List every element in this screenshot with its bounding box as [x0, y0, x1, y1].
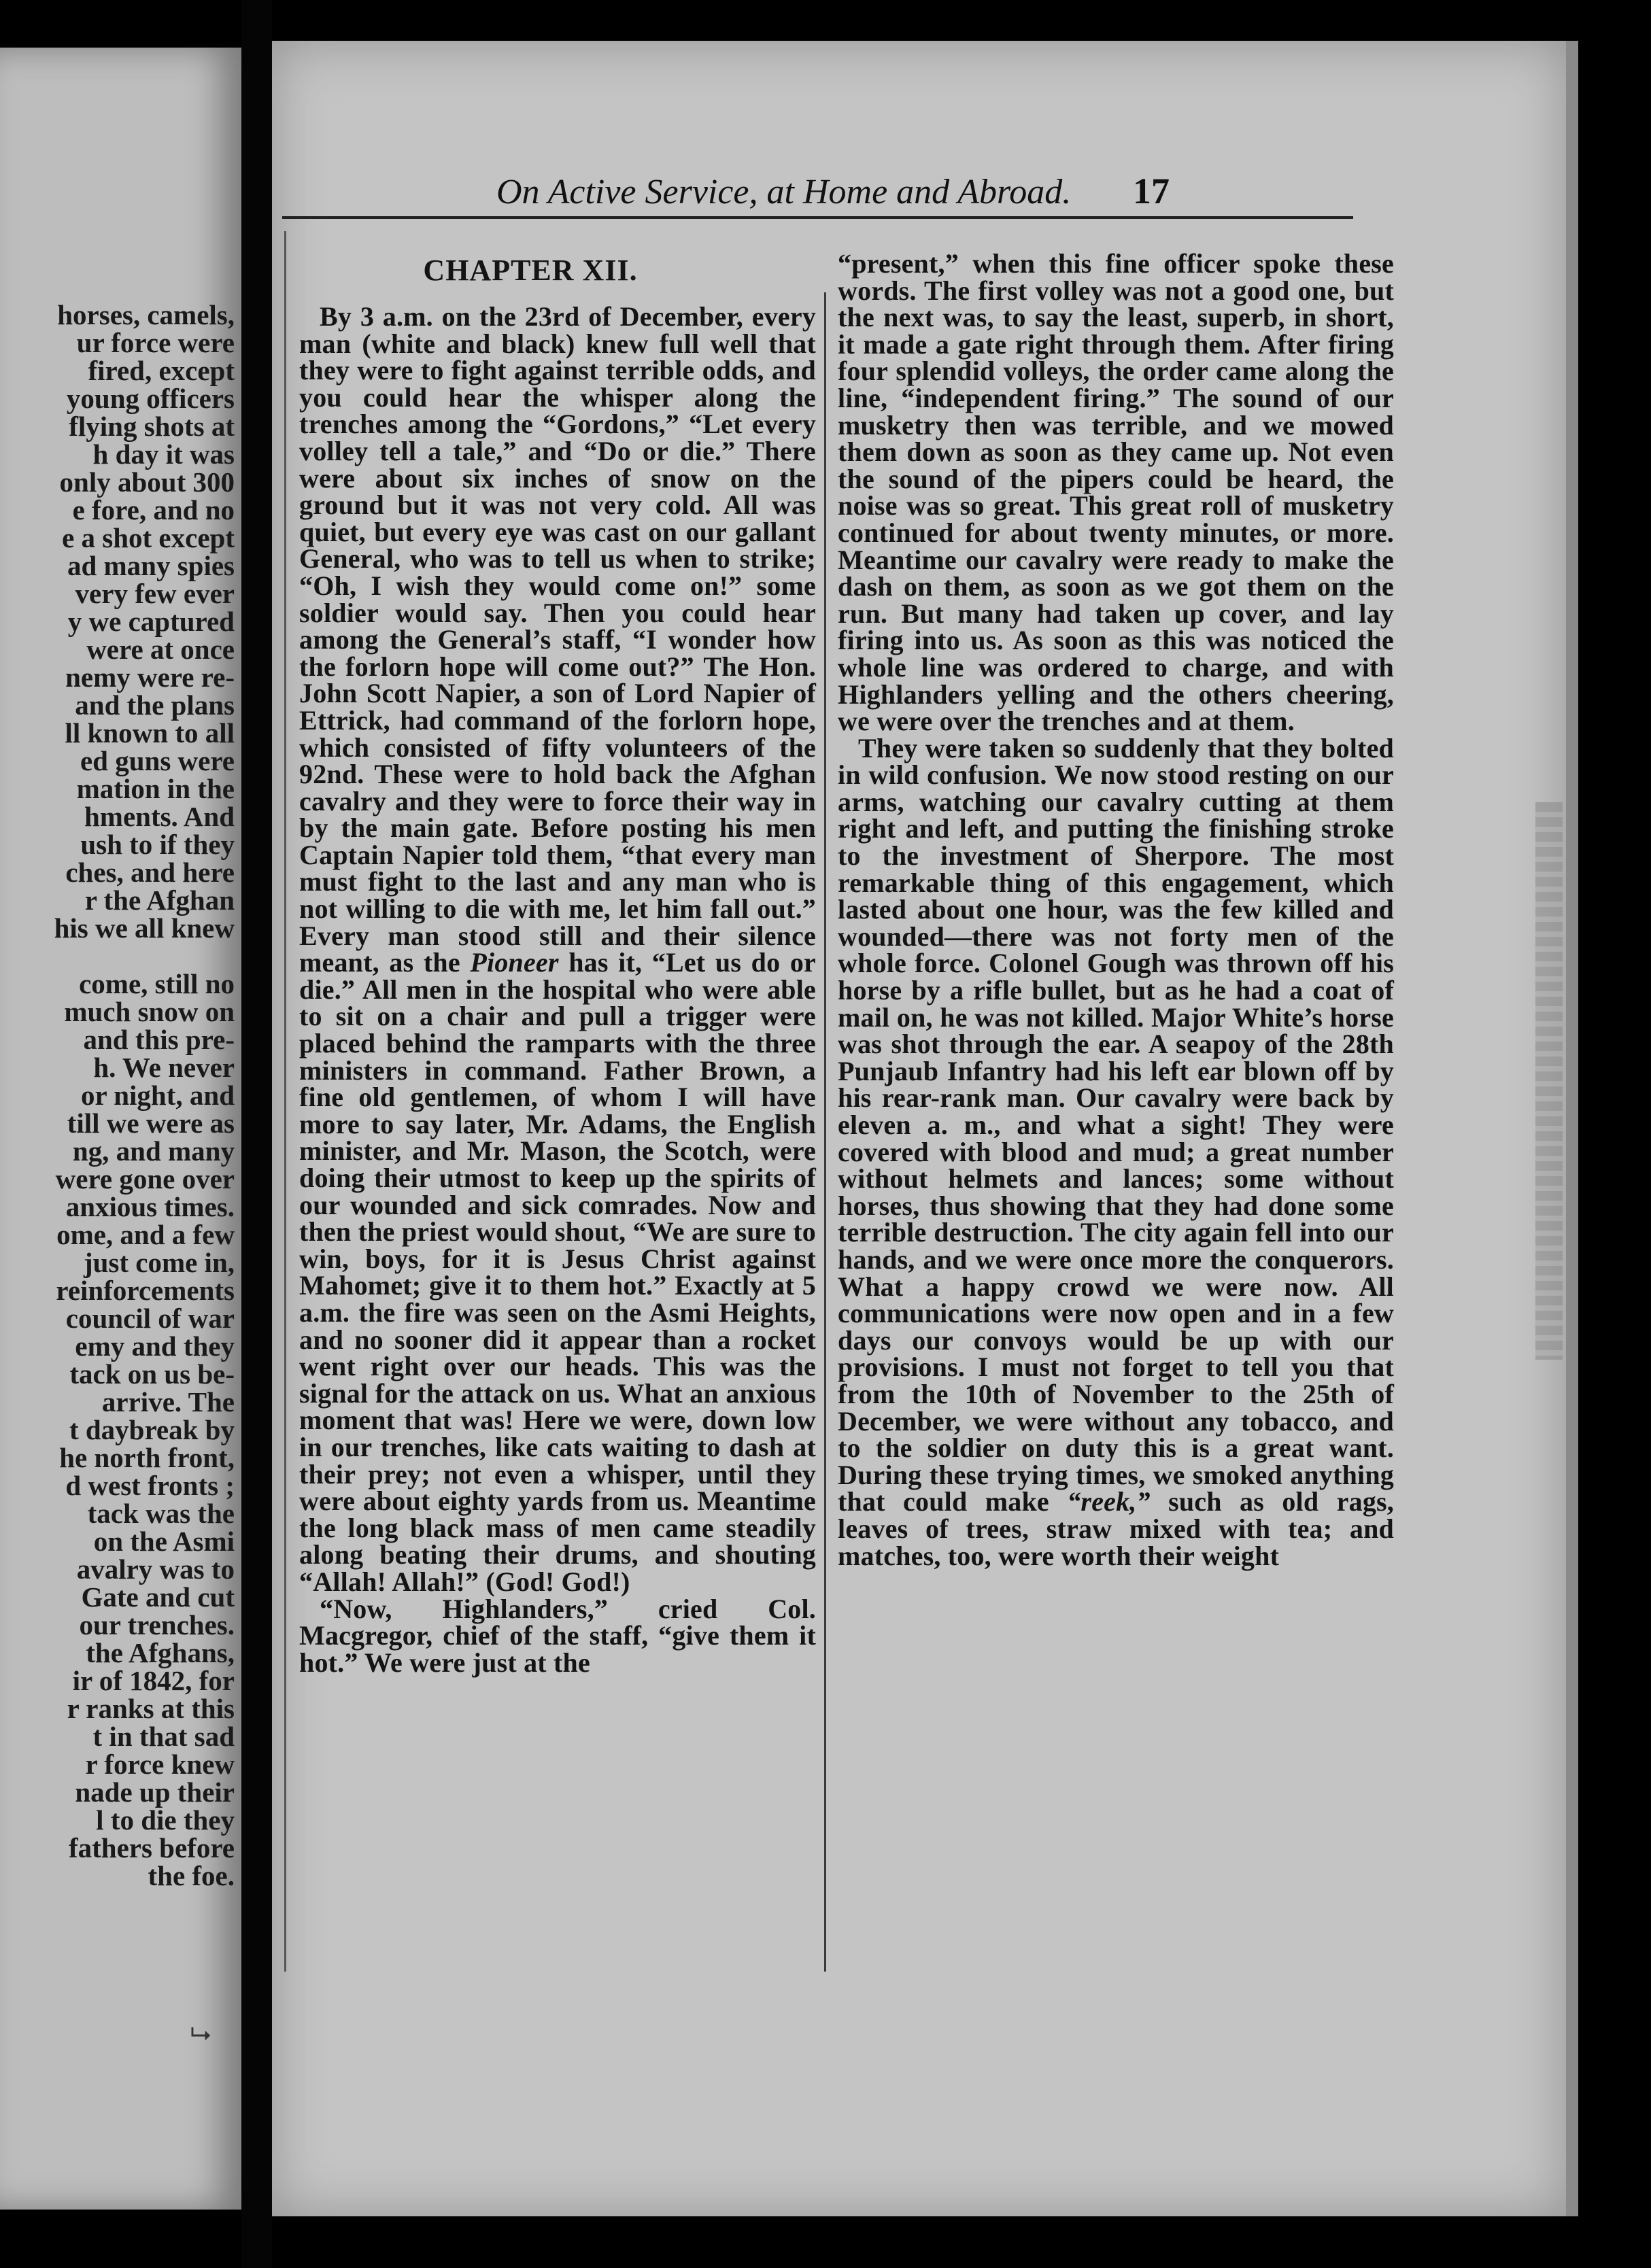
facing-page-line: r ranks at this: [67, 1693, 235, 1724]
header-rule: [282, 216, 1353, 219]
facing-page-line: the foe.: [148, 1860, 235, 1891]
facing-page-left: [0, 48, 241, 2210]
facing-page-line: hments. And: [84, 801, 235, 832]
column-rule: [824, 292, 826, 1972]
paragraph-text: They were taken so suddenly that they bolted in wild confusion. We now stood resting on our arms, watching our cavalry cutting at them right and left, and putting the finishing stroke to the investment of Sherpore. The most remarkable thing of this engagement, which lasted about one hour, was the few killed and wounded—there was not forty men of the whole force. Colonel Gough was thrown off his horse by a rifle bullet, but as he had a coat of mail on, he was not killed. Major White’s horse was shot through the ear. A seapoy of the 28th Punjaub Infantry had his left ear blown off by his rear-rank man. Our cavalry were back by eleven a. m., and what a sight! They were covered with blood and mud; a great number without helmets and lances; some without horses, thus showing that they had done some terrible destruction. The city again fell into our hands, and we were once more the conquerors. What a happy crowd we were now. All communications were now open and in a few days our convoys would be up with our provisions. I must not forget to tell you that from the 10th of November to the 25th of December, we were without any tobacco, and to the soldier on duty this is a great want. During these trying times, we smoked anything that could make: [838, 732, 1394, 1517]
facing-page-line: emy and they: [75, 1330, 235, 1362]
facing-page-line: ush to if they: [80, 829, 235, 860]
running-head: [218, 170, 1170, 212]
facing-page-line: ll known to all: [65, 717, 235, 749]
running-title: On Active Service, at Home and Abroad.: [496, 173, 1072, 211]
facing-page-line: till we were as: [67, 1107, 235, 1139]
facing-page-line: were gone over: [55, 1163, 235, 1195]
paragraph: “present,” when this fine officer spoke these words. The first volley was not a good one, but the next was, to say the least, superb, in short, it made a gate right through them. After firing four splendid volleys, the order came along the line, “independent firing.” The sound of our musketry then was terrible, and we mowed them down as soon as they came up. Not even the sound of the pipers could be heard, the noise was so great. This great roll of musketry continued for about twenty minutes, or more. Meantime our cavalry were ready to make the dash on them, as soon as we got them on the run. But many had taken up cover, and lay firing into us. As soon as this was noticed the whole line was ordered to charge, and with Highlanders yelling and the others cheering, we were over the trenches and at them.: [838, 248, 1394, 737]
left-margin-rule: [284, 231, 286, 1972]
facing-page-line: were at once: [86, 634, 235, 665]
facing-page-line: young officers: [66, 383, 235, 414]
facing-page-line: tack on us be-: [69, 1358, 235, 1390]
facing-page-line: horses, camels,: [57, 299, 235, 330]
facing-page-line: fired, except: [88, 355, 235, 386]
facing-page-line: and this pre-: [83, 1024, 235, 1055]
facing-page-line: nemy were re-: [65, 662, 235, 693]
facing-page-line: tack was the: [87, 1498, 235, 1529]
facing-page-line: d west fronts ;: [65, 1470, 235, 1501]
book-gutter: [241, 0, 272, 2268]
facing-page-line: only about 300: [59, 466, 235, 498]
italic-title: Pioneer: [470, 947, 559, 978]
facing-page-line: h day it was: [92, 439, 235, 470]
facing-page-line: just come in,: [83, 1247, 235, 1278]
facing-page-text: [0, 301, 235, 1890]
facing-page-line: avalry was to: [76, 1553, 235, 1585]
facing-page-line: ng, and many: [72, 1135, 235, 1167]
facing-page-line: l to die they: [96, 1804, 235, 1836]
facing-page-line: reinforcements: [56, 1275, 235, 1306]
facing-page-line: his we all knew: [54, 912, 235, 944]
facing-page-line: fathers before: [68, 1832, 235, 1863]
margin-mark: ⮡: [190, 2020, 211, 2048]
facing-page-line: r force knew: [85, 1749, 235, 1780]
facing-page-line: on the Asmi: [93, 1526, 235, 1557]
facing-page-line: ir of 1842, for: [72, 1665, 235, 1696]
paragraph-text: By 3 a.m. on the 23rd of December, every man (white and black) knew full well that they were to fight against terrible odds, and you could hear the whisper along the trenches among the “Gordons,” “Let every volley tell a tale,” and “Do or die.” There were about six inches of snow on the ground but it was not very cold. All was quiet, but every eye was cast on our gallant General, who was to tell us when to strike; “Oh, I wish they would come on!” some soldier would say. Then you could hear among the General’s staff, “I wonder how the forlorn hope will come out?” The Hon. John Scott Napier, a son of Lord Napier of Ettrick, had command of the forlorn hope, which consisted of fifty volunteers of the 92nd. These were to hold back the Afghan cavalry and they were to force their way in by the main gate. Before posting his men Captain Napier told them, “that every man must fight to the last and any man who is not willing to die with me, let him fall out.” Every man stood still and their silence meant, as the: [299, 301, 816, 978]
facing-page-line: the Afghans,: [86, 1637, 235, 1668]
facing-page-line: nade up their: [75, 1776, 235, 1808]
facing-page-line: or night, and: [81, 1080, 235, 1111]
facing-page-line: ome, and a few: [56, 1219, 235, 1250]
facing-page-line: h. We never: [93, 1052, 235, 1083]
facing-page-line: council of war: [65, 1303, 235, 1334]
facing-page-line: our trenches.: [79, 1609, 235, 1640]
page-number: 17: [1133, 171, 1170, 211]
facing-page-line: t in that sad: [92, 1721, 235, 1752]
facing-page-line: [0, 942, 235, 970]
paragraph-text: has it, “Let us do or die.” All men in the hospital who were able to sit on a chair and pull a trigger were placed behind the ramparts with the three ministers in command. Father Brown, a fine old gentlemen, of whom I will have more to say later, Mr. Adams, the English minister, and Mr. Mason, the Scotch, were doing their utmost to keep up the spirits of our wounded and sick comrades. Now and then the priest would shout, “We are sure to win, boys, for it is Jesus Christ against Mahomet; give it to them hot.” Exactly at 5 a.m. the fire was seen on the Asmi Heights, and no sooner did it appear than a rocket went right over our heads. This was the signal for the attack on us. What an anxious moment that was! Here we were, down low in our trenches, like cats waiting to dash at their prey; not even a whisper, until they were about eighty yards from us. Meantime the long black mass of men came steadily along beating their drums, and shouting “Allah! Allah!” (God! God!): [299, 947, 816, 1597]
paragraph-text: such as old rags, leaves of trees, straw mixed with tea; and matches, too, were worth their weight: [838, 1486, 1394, 1571]
facing-page-line: he north front,: [59, 1442, 235, 1473]
paragraph: [838, 732, 1394, 1571]
facing-page-line: ches, and here: [65, 857, 235, 888]
facing-page-line: ed guns were: [80, 745, 235, 776]
bleed-through-text: [1535, 802, 1563, 1360]
facing-page-line: and the plans: [75, 689, 235, 721]
facing-page-line: very few ever: [75, 578, 235, 609]
facing-page-line: mation in the: [76, 773, 235, 804]
paragraph: “Now, Highlanders,” cried Col. Macgregor, chief of the staff, “give them it hot.” We were just at the: [299, 1593, 816, 1678]
facing-page-line: t daybreak by: [69, 1414, 235, 1445]
facing-page-line: come, still no: [79, 968, 235, 999]
text-column-2: [838, 250, 1394, 1569]
text-column-1: [299, 250, 816, 1676]
facing-page-line: much snow on: [64, 996, 235, 1027]
chapter-title: CHAPTER XII.: [423, 254, 638, 287]
facing-page-line: flying shots at: [69, 411, 235, 442]
facing-page-line: y we captured: [67, 606, 235, 637]
italic-word: “reek,”: [1067, 1486, 1151, 1517]
paragraph: [299, 303, 816, 1596]
facing-page-line: e a shot except: [62, 522, 235, 553]
facing-page-line: anxious times.: [65, 1191, 235, 1222]
facing-page-line: ur force were: [76, 327, 235, 358]
facing-page-line: Gate and cut: [81, 1581, 235, 1613]
facing-page-line: r the Afghan: [84, 884, 235, 916]
page-edge: [1566, 41, 1578, 2216]
facing-page-line: arrive. The: [101, 1386, 235, 1418]
facing-page-line: e fore, and no: [72, 494, 235, 526]
facing-page-line: ad many spies: [67, 550, 235, 581]
